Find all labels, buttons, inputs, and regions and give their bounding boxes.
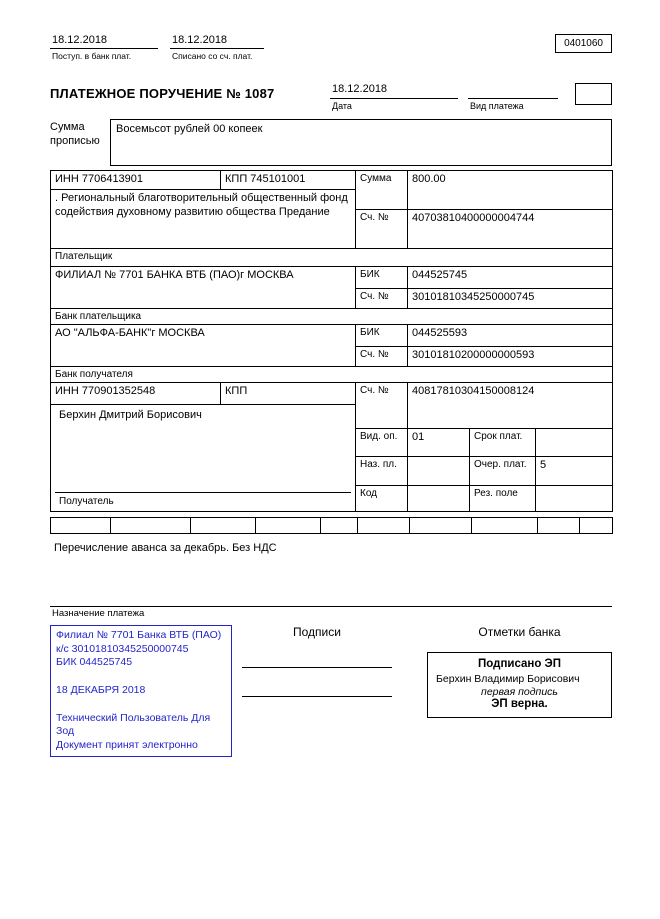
payment-priority-label: Очер. плат. [470, 457, 536, 485]
bank-marks-column [427, 625, 612, 718]
tax-field-cell [538, 518, 580, 534]
ep-signer-name: Берхин Владимир Борисович [436, 673, 580, 685]
payment-kind-label: Вид платежа [470, 101, 524, 111]
reserve-field-label: Рез. поле [470, 485, 536, 511]
signature-line [242, 696, 392, 697]
bottom-section [50, 625, 612, 757]
form-code-box: 0401060 [555, 34, 612, 53]
bank-stamp-box [50, 625, 232, 757]
payer-inn: ИНН 7706413901 [51, 171, 221, 190]
ep-signature-role: первая подпись [481, 686, 558, 698]
payer-name: . Региональный благотворительный общественный фонд содействия духовному развитию общества Предание [51, 190, 356, 249]
requisites-table [50, 170, 613, 512]
debited-date-field [170, 34, 264, 61]
tax-field-cell [410, 518, 472, 534]
payee-bank-bik: 044525593 [408, 325, 613, 347]
payer-bank-name: ФИЛИАЛ № 7701 БАНКА ВТБ (ПАО)г МОСКВА [51, 267, 356, 309]
payer-bank-bik-label: БИК [356, 267, 408, 289]
amount-in-words-label: Сумма прописью [50, 121, 100, 147]
payment-term-value [536, 429, 613, 457]
operation-kind-value: 01 [408, 429, 470, 457]
reserve-field-value [536, 485, 613, 511]
tax-field-cell [256, 518, 321, 534]
payee-account: 40817810304150008124 [408, 383, 613, 429]
code-value [408, 485, 470, 511]
operation-kind-label: Вид. оп. [356, 429, 408, 457]
document-title: ПЛАТЕЖНОЕ ПОРУЧЕНИЕ № 1087 [50, 86, 275, 101]
signatures-label: Подписи [293, 625, 341, 639]
payee-kpp: КПП [221, 383, 356, 405]
payer-bank-bik: 044525745 [408, 267, 613, 289]
ep-signed-title: Подписано ЭП [478, 658, 561, 670]
payee-bank-section-label: Банк получателя [51, 367, 613, 383]
document-date-field [330, 83, 458, 111]
stamp-date: 18 ДЕКАБРЯ 2018 [56, 683, 146, 696]
payee-bank-name: АО "АЛЬФА-БАНК"г МОСКВА [51, 325, 356, 367]
top-dates-row [50, 34, 612, 61]
stamp-bank-name: Филиал № 7701 Банка ВТБ (ПАО) [56, 629, 222, 641]
stamp-user: Технический Пользователь Для Зод [56, 711, 211, 738]
payment-purpose-code-value [408, 457, 470, 485]
payer-account-label: Сч. № [356, 210, 408, 249]
document-date-value: 18.12.2018 [330, 83, 458, 99]
payment-purpose-text: Перечисление аванса за декабрь. Без НДС [54, 542, 277, 554]
payment-purpose-code-label: Наз. пл. [356, 457, 408, 485]
status-box [575, 83, 612, 105]
payee-section-label: Получатель [55, 492, 351, 510]
payment-kind-value [468, 83, 558, 99]
payee-cell [51, 405, 356, 512]
payer-section-label: Плательщик [51, 249, 613, 267]
electronic-signature-box [427, 652, 612, 718]
payer-kpp: КПП 745101001 [221, 171, 356, 190]
tax-field-cell [111, 518, 191, 534]
payment-purpose-rule [50, 606, 612, 619]
debited-date-value: 18.12.2018 [170, 34, 264, 49]
signatures-column [242, 625, 392, 697]
amount-in-words-value: Восемьсот рублей 00 копеек [110, 119, 612, 166]
payee-inn: ИНН 770901352548 [51, 383, 221, 405]
payer-bank-account: 30101810345250000745 [408, 289, 613, 309]
stamp-note: Документ принят электронно [56, 738, 198, 751]
ep-verified-status: ЭП верна. [491, 698, 548, 710]
payer-bank-section-label: Банк плательщика [51, 309, 613, 325]
debited-date-label: Списано со сч. плат. [172, 51, 253, 61]
payee-bank-account: 30101810200000000593 [408, 347, 613, 367]
tax-fields-strip [50, 517, 613, 534]
payee-bank-account-label: Сч. № [356, 347, 408, 367]
payment-kind-field [468, 83, 558, 111]
code-label: Код [356, 485, 408, 511]
stamp-bik: БИК 044525745 [56, 656, 133, 669]
received-date-label: Поступ. в банк плат. [52, 51, 132, 61]
tax-field-cell [51, 518, 111, 534]
sum-value: 800.00 [408, 171, 613, 210]
tax-field-cell [191, 518, 256, 534]
payment-priority-value: 5 [536, 457, 613, 485]
tax-field-cell [321, 518, 358, 534]
received-date-value: 18.12.2018 [50, 34, 158, 49]
payee-name: Берхин Дмитрий Борисович [59, 409, 202, 421]
sum-label: Сумма [356, 171, 408, 210]
signature-line [242, 667, 392, 668]
payment-purpose-label: Назначение платежа [52, 608, 145, 619]
tax-field-cell [358, 518, 410, 534]
stamp-corr-account: к/с 30101810345250000745 [56, 642, 189, 655]
payment-term-label: Срок плат. [470, 429, 536, 457]
document-date-label: Дата [332, 101, 352, 111]
title-row [50, 83, 612, 111]
tax-field-cell [472, 518, 538, 534]
bank-marks-label: Отметки банка [478, 625, 561, 639]
received-date-field [50, 34, 158, 61]
payer-account: 40703810400000004744 [408, 210, 613, 249]
payee-bank-bik-label: БИК [356, 325, 408, 347]
amount-in-words-row [50, 119, 612, 166]
payer-bank-account-label: Сч. № [356, 289, 408, 309]
payee-account-label: Сч. № [356, 383, 408, 429]
tax-field-cell [580, 518, 613, 534]
